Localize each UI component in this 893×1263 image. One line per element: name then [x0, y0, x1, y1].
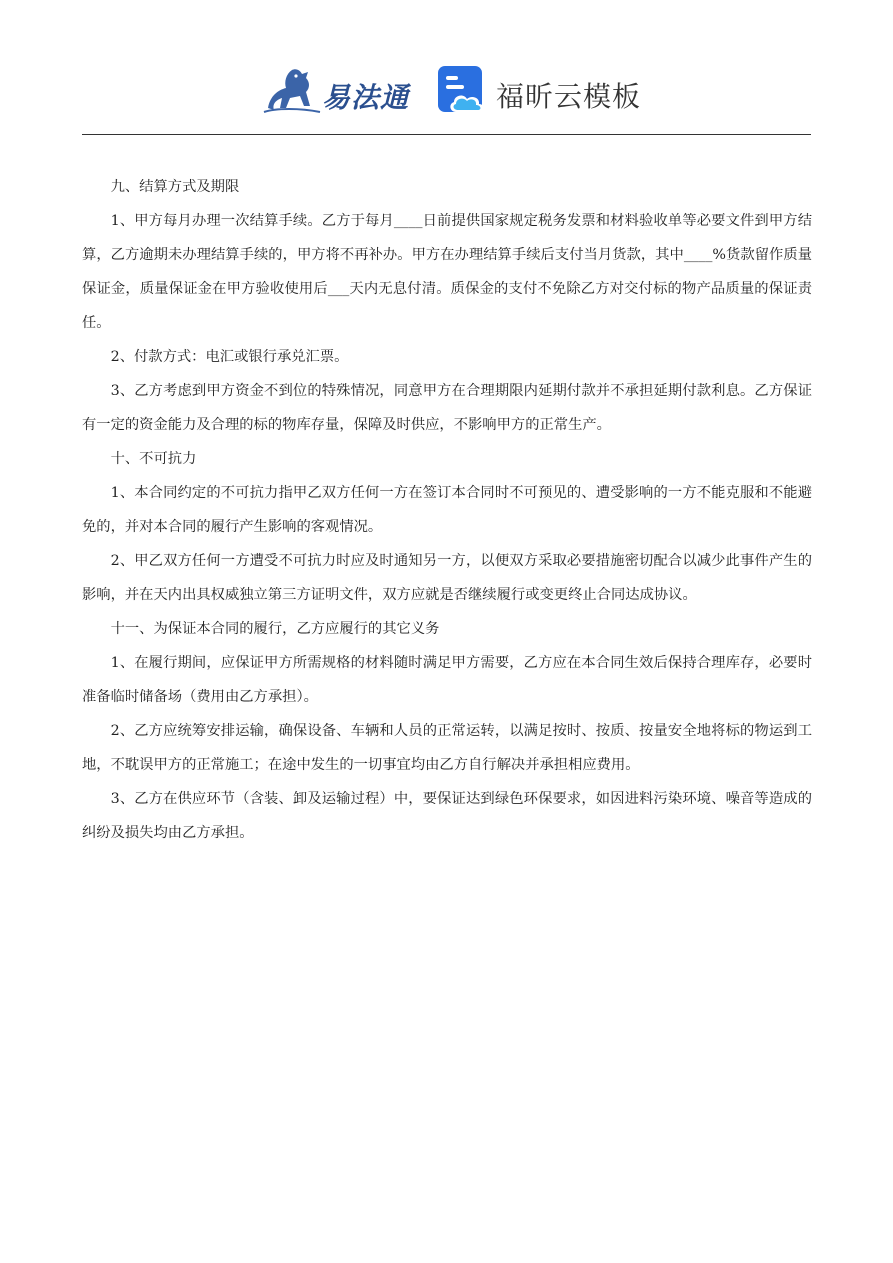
contract-body	[82, 170, 812, 850]
clause-10-2: 2、甲乙双方任何一方遭受不可抗力时应及时通知另一方，以便双方采取必要措施密切配合以减少此事件产生的影响，并在天内出具权威独立第三方证明文件，双方应就是否继续履行或变更终止合同达成协议。	[82, 553, 812, 603]
clause-11-2: 2、乙方应统筹安排运输，确保设备、车辆和人员的正常运转，以满足按时、按质、按量安全地将标的物运到工地，不耽误甲方的正常施工；在途中发生的一切事宜均由乙方自行解决并承担相应费用。	[82, 723, 812, 773]
clause-11-1: 1、在履行期间，应保证甲方所需规格的材料随时满足甲方需要，乙方应在本合同生效后保持合理库存，必要时准备临时储备场（费用由乙方承担）。	[82, 655, 812, 705]
section-heading-11: 十一、为保证本合同的履行，乙方应履行的其它义务	[110, 621, 440, 637]
section-heading-9: 九、结算方式及期限	[110, 179, 240, 195]
header-divider	[82, 134, 811, 135]
clause-9-3: 3、乙方考虑到甲方资金不到位的特殊情况，同意甲方在合理期限内延期付款并不承担延期付款利息。乙方保证有一定的资金能力及合理的标的物库存量，保障及时供应，不影响甲方的正常生产。	[82, 383, 812, 433]
clause-11-3: 3、乙方在供应环节（含装、卸及运输过程）中，要保证达到绿色环保要求，如因进料污染环境、噪音等造成的纠纷及损失均由乙方承担。	[82, 791, 812, 841]
section-heading-10: 十、不可抗力	[110, 451, 197, 467]
clause-10-1: 1、本合同约定的不可抗力指甲乙双方任何一方在签订本合同时不可预见的、遭受影响的一方不能克服和不能避免的，并对本合同的履行产生影响的客观情况。	[82, 485, 812, 535]
page-header	[0, 52, 893, 124]
clause-9-2: 2、付款方式：电汇或银行承兑汇票。	[110, 349, 349, 365]
fuxin-logo	[436, 64, 656, 118]
yifatong-logo	[260, 62, 420, 118]
clause-9-1: 1、甲方每月办理一次结算手续。乙方于每月____日前提供国家规定税务发票和材料验收单等必要文件到甲方结算，乙方逾期未办理结算手续的，甲方将不再补办。甲方在办理结算手续后支付当月货款，其中____%货款留作质量保证金，质量保证金在甲方验收使用后___天内无息付清。质保金的支付不免除乙方对交付标的物产品质量的保证责任。	[82, 213, 812, 331]
logo1-text: 易法通	[322, 81, 410, 114]
cloud-document-icon	[436, 64, 488, 116]
logo2-text: 福昕云模板	[496, 80, 642, 113]
horse-emblem-icon	[260, 62, 324, 118]
